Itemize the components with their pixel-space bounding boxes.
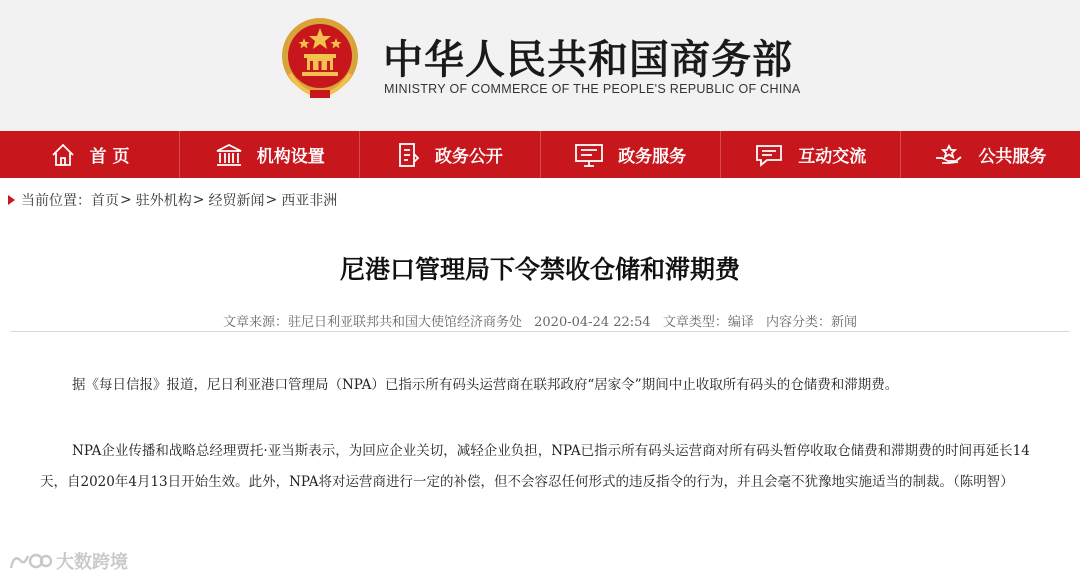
nav-label-public-services: 公共服务 xyxy=(978,147,1047,167)
home-icon xyxy=(50,142,76,168)
nav-item-government-services[interactable] xyxy=(541,131,721,178)
nav-label-home: 首 页 xyxy=(89,147,130,167)
nav-item-home[interactable] xyxy=(0,131,180,178)
breadcrumb-item-overseas-offices[interactable]: 驻外机构 xyxy=(135,193,192,209)
nav-label-government-affairs: 政务公开 xyxy=(434,147,503,167)
article-date: 2020-04-24 22:54 xyxy=(534,315,651,330)
watermark-logo-icon xyxy=(8,550,52,572)
hand-icon xyxy=(934,142,964,168)
monitor-icon xyxy=(574,142,604,168)
article-paragraph: 据《每日信报》报道，尼日利亚港口管理局（NPA）已指示所有码头运营商在联邦政府“居家令”期间中止收取所有码头的仓储费和滞期费。 xyxy=(72,377,899,393)
nav-item-public-services[interactable] xyxy=(901,131,1080,178)
article-meta xyxy=(0,311,1080,330)
nav-item-interaction[interactable] xyxy=(721,131,901,178)
watermark xyxy=(8,548,128,574)
nav-label-institution: 机构设置 xyxy=(256,147,325,167)
breadcrumb xyxy=(8,190,337,210)
breadcrumb-item-home[interactable]: 首页 xyxy=(91,193,119,209)
main-nav xyxy=(0,131,1080,178)
site-title-cn: 中华人民共和国商务部 xyxy=(383,37,793,83)
document-icon xyxy=(397,142,421,168)
breadcrumb-arrow-icon xyxy=(8,195,15,205)
breadcrumb-separator: > xyxy=(120,192,132,208)
breadcrumb-prefix: 当前位置： xyxy=(21,193,91,209)
nav-item-institution[interactable] xyxy=(180,131,360,178)
nav-item-government-affairs[interactable] xyxy=(360,131,540,178)
article-type: 文章类型：编译 xyxy=(662,315,754,330)
institution-icon xyxy=(215,142,243,168)
article-paragraph: NPA企业传播和战略总经理贾托·亚当斯表示，为回应企业关切，减轻企业负担，NPA已指示所有码头运营商对所有码头暂停收取仓储费和滞期费的时间再延长14天，自2020年4月13日开始生效。此外，NPA将对运营商进行一定的补偿，但不会容忍任何形式的违反指令的行为，并且会毫不犹豫地实施适当的制裁。（陈明智） xyxy=(40,443,1030,490)
breadcrumb-separator: > xyxy=(265,192,278,208)
site-header xyxy=(0,0,1080,131)
breadcrumb-item-trade-news[interactable]: 经贸新闻 xyxy=(208,193,265,209)
article-category: 内容分类：新闻 xyxy=(766,315,858,330)
article-title: 尼港口管理局下令禁收仓储和滞期费 xyxy=(339,255,740,284)
breadcrumb-item-west-asia-africa[interactable]: 西亚非洲 xyxy=(281,193,338,209)
breadcrumb-separator: > xyxy=(192,192,205,208)
article-source: 文章来源：驻尼日利亚联邦共和国大使馆经济商务处 xyxy=(222,315,522,330)
nav-label-interaction: 互动交流 xyxy=(798,147,867,167)
site-title-en: MINISTRY OF COMMERCE OF THE PEOPLE'S REPUBLIC OF CHINA xyxy=(384,82,801,96)
national-emblem-icon xyxy=(280,16,360,100)
divider xyxy=(10,331,1070,332)
watermark-text: 大数跨境 xyxy=(56,552,128,573)
chat-icon xyxy=(754,142,784,168)
nav-label-government-services: 政务服务 xyxy=(618,147,687,167)
